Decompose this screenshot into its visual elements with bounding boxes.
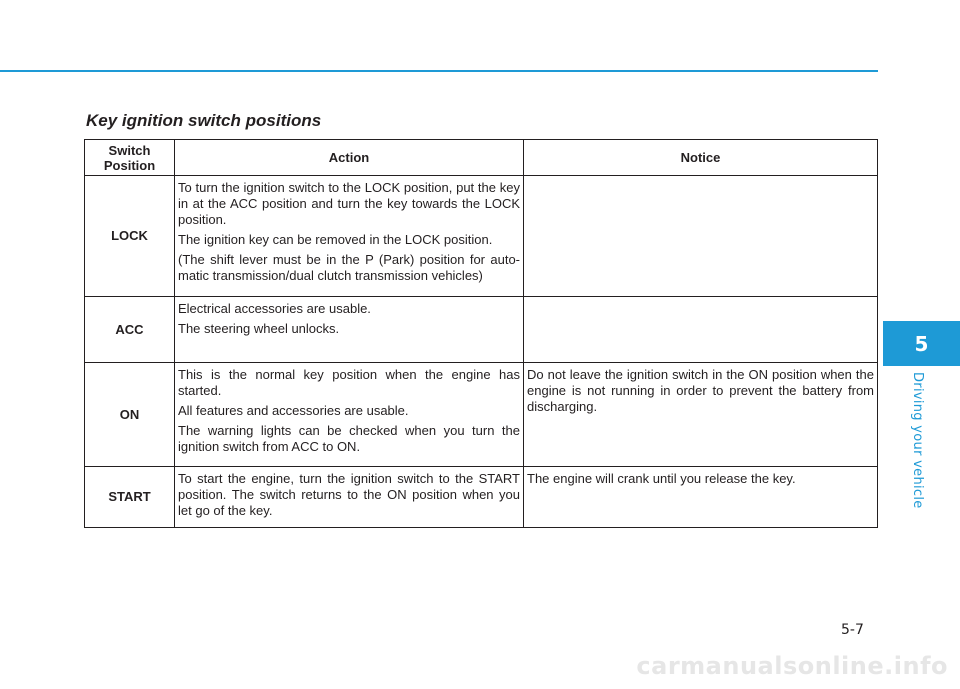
position-cell: ACC bbox=[85, 297, 175, 363]
action-text: This is the normal key position when the engine has started. bbox=[178, 367, 520, 398]
chapter-number-tab: 5 bbox=[883, 321, 960, 366]
notice-cell bbox=[524, 176, 878, 297]
action-text: All features and accessories are usable. bbox=[178, 403, 409, 418]
action-cell bbox=[175, 297, 524, 363]
header-switch-position-line1: Switch bbox=[108, 142, 151, 158]
section-title: Key ignition switch positions bbox=[86, 111, 322, 130]
action-text: The steering wheel unlocks. bbox=[178, 321, 340, 336]
header-switch-position bbox=[85, 140, 175, 176]
page-number: 5-7 bbox=[841, 622, 864, 638]
action-text: Electrical accessories are usable. bbox=[178, 301, 371, 316]
ignition-positions-table bbox=[84, 139, 878, 528]
action-text: (The shift lever must be in the P (Park) position for auto-matic transmission/dual clutch transmission vehicles) bbox=[178, 252, 520, 283]
table-row-on bbox=[85, 363, 878, 467]
table-row-start bbox=[85, 467, 878, 528]
action-cell bbox=[175, 467, 524, 528]
top-rule bbox=[0, 70, 878, 72]
action-text: To start the engine, turn the ignition switch to the START position. The switch returns to the ON position when you let go of the key. bbox=[178, 471, 520, 518]
notice-cell: Do not leave the ignition switch in the ON position when the engine is not running in order to prevent the battery from discharging. bbox=[524, 363, 878, 467]
position-cell: START bbox=[85, 467, 175, 528]
chapter-label: Driving your vehicle bbox=[910, 372, 925, 509]
notice-cell: The engine will crank until you release the key. bbox=[524, 467, 878, 528]
action-cell bbox=[175, 363, 524, 467]
table-row-acc bbox=[85, 297, 878, 363]
header-switch-position-line2: Position bbox=[103, 157, 156, 173]
table-row-lock bbox=[85, 176, 878, 297]
table-header-row bbox=[85, 140, 878, 176]
action-text: The warning lights can be checked when you turn the ignition switch from ACC to ON. bbox=[178, 423, 520, 454]
header-notice: Notice bbox=[524, 140, 878, 176]
action-text: To turn the ignition switch to the LOCK position, put the key in at the ACC position and turn the key towards the LOCK position. bbox=[178, 180, 520, 227]
position-cell: ON bbox=[85, 363, 175, 467]
action-cell bbox=[175, 176, 524, 297]
header-action: Action bbox=[175, 140, 524, 176]
action-text: The ignition key can be removed in the LOCK position. bbox=[178, 232, 493, 247]
watermark-link[interactable]: carmanualsonline.info bbox=[636, 652, 948, 680]
position-cell: LOCK bbox=[85, 176, 175, 297]
notice-cell bbox=[524, 297, 878, 363]
